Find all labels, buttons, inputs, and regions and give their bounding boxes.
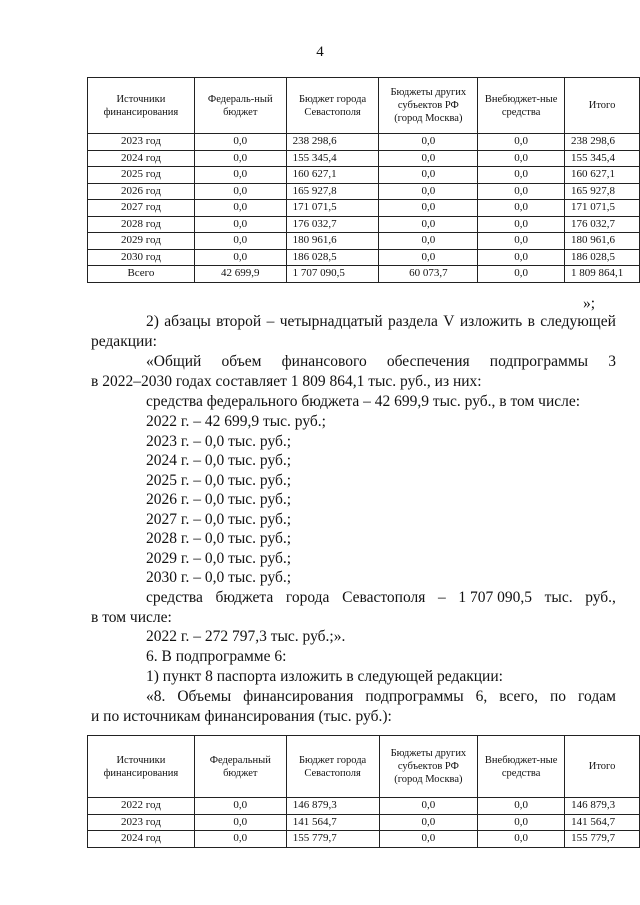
table-cell: 2024 год: [88, 831, 195, 848]
table-cell: 171 071,5: [286, 200, 379, 217]
year-line: 2030 г. – 0,0 тыс. руб.;: [146, 569, 292, 586]
table-cell: 0,0: [478, 798, 565, 815]
table-cell: 176 032,7: [286, 216, 379, 233]
table-cell: 0,0: [194, 150, 286, 167]
year-line: 2027 г. – 0,0 тыс. руб.;: [146, 510, 292, 528]
closing-quote: »;: [583, 295, 596, 312]
table-cell: 186 028,5: [565, 249, 640, 266]
table-cell: 0,0: [478, 183, 565, 200]
city-budget-line1: [146, 588, 616, 607]
table-cell: 165 927,8: [286, 183, 379, 200]
word: 2): [146, 313, 159, 330]
year-line: 2025 г. – 0,0 тыс. руб.;: [146, 471, 292, 489]
word: по: [550, 688, 567, 705]
table-cell: 0,0: [194, 814, 286, 831]
item-8-line1: [146, 687, 616, 706]
table-row: [88, 167, 640, 184]
word: подпрограммы: [365, 688, 464, 705]
table-cell: 2024 год: [88, 150, 195, 167]
table-cell: 2023 год: [88, 134, 195, 151]
word: обеспечения: [386, 353, 470, 370]
table-cell: 1 809 864,1: [565, 266, 640, 283]
word: –: [266, 313, 275, 330]
word: второй: [216, 313, 262, 330]
item-1-line: 1) пункт 8 паспорта изложить в следующей редакции:: [146, 668, 503, 685]
word: Севастополя: [342, 589, 426, 606]
table-cell: 0,0: [478, 831, 565, 848]
table-cell: 176 032,7: [565, 216, 640, 233]
table-cell: 0,0: [478, 233, 565, 250]
word: города: [285, 589, 330, 606]
federal-budget-line: средства федерального бюджета – 42 699,9 тыс. руб., в том числе:: [146, 393, 581, 410]
page-number: 4: [316, 44, 324, 60]
table-cell: 0,0: [478, 200, 565, 217]
financing-table-1: [87, 77, 640, 283]
table-cell: 0,0: [194, 233, 286, 250]
year-line: 2028 г. – 0,0 тыс. руб.;: [146, 530, 292, 547]
table-cell: 2028 год: [88, 216, 195, 233]
word: четырнадцатый: [279, 313, 383, 330]
header-extrabudget: Внебюджет-ные средства: [478, 78, 565, 134]
word: 3: [608, 353, 616, 370]
table-cell: 0,0: [379, 831, 478, 848]
word: финансирования: [243, 688, 354, 705]
table-cell: 0,0: [379, 216, 478, 233]
table-cell: 141 564,7: [565, 814, 640, 831]
table-row: [88, 216, 640, 233]
table-row: [88, 150, 640, 167]
table-cell: 2027 год: [88, 200, 195, 217]
table-cell: 1 707 090,5: [286, 266, 379, 283]
table-row: [88, 798, 640, 815]
header-other-subjects: Бюджеты других субъектов РФ (город Москва): [379, 736, 478, 798]
year-line: 2029 г. – 0,0 тыс. руб.;: [146, 549, 292, 567]
table-cell: 0,0: [478, 150, 565, 167]
table-cell: 0,0: [194, 134, 286, 151]
header-city: Бюджет города Севастополя: [286, 78, 379, 134]
table-2-body: [88, 798, 640, 848]
table-cell: 2023 год: [88, 814, 195, 831]
table-cell: 160 627,1: [286, 167, 379, 184]
table-cell: 155 779,7: [565, 831, 640, 848]
table-cell: 2030 год: [88, 249, 195, 266]
table-cell: 171 071,5: [565, 200, 640, 217]
city-2022-line: 2022 г. – 272 797,3 тыс. руб.;».: [146, 628, 346, 645]
table-row: [88, 266, 640, 283]
table-cell: 146 879,3: [565, 798, 640, 815]
word: руб.,: [585, 589, 616, 606]
table-row: [88, 814, 640, 831]
word: в: [527, 313, 535, 330]
table-cell: 0,0: [379, 249, 478, 266]
table-cell: 2025 год: [88, 167, 195, 184]
header-federal: Федераль-ный бюджет: [194, 78, 286, 134]
word: –: [438, 589, 446, 606]
header-other-subjects: Бюджеты других субъектов РФ (город Москва): [379, 78, 478, 134]
table-cell: 0,0: [379, 798, 478, 815]
table-cell: 155 345,4: [286, 150, 379, 167]
header-sources: Источники финансирования: [88, 78, 195, 134]
table-row: [88, 233, 640, 250]
table-cell: 60 073,7: [379, 266, 478, 283]
year-line: 2026 г. – 0,0 тыс. руб.;: [146, 491, 292, 508]
table-cell: 0,0: [379, 183, 478, 200]
table-cell: 180 961,6: [565, 233, 640, 250]
para-obshchiy-line2: в 2022–2030 годах составляет 1 809 864,1 тыс. руб., из них:: [91, 373, 482, 390]
table-row: [88, 831, 640, 848]
para-obshchiy-line1: [146, 352, 616, 371]
table-cell: 155 779,7: [286, 831, 379, 848]
table-cell: 0,0: [194, 183, 286, 200]
table-cell: 0,0: [478, 814, 565, 831]
table-cell: 0,0: [478, 134, 565, 151]
word: изложить: [459, 313, 523, 330]
table-cell: 0,0: [379, 200, 478, 217]
word: раздела: [388, 313, 438, 330]
table-cell: Всего: [88, 266, 195, 283]
table-cell: 0,0: [478, 266, 565, 283]
word: тыс.: [544, 589, 573, 606]
table-cell: 155 345,4: [565, 150, 640, 167]
word: подпрограммы: [489, 353, 589, 370]
header-total: Итого: [565, 736, 640, 798]
word: абзацы: [164, 313, 211, 330]
table-row: [88, 200, 640, 217]
word: 1 707 090,5: [458, 589, 532, 606]
item-8-line2: и по источникам финансирования (тыс. руб.):: [91, 708, 392, 725]
para-abzacy-line1: [146, 312, 616, 331]
table-1-body: [88, 134, 640, 283]
table-cell: 146 879,3: [286, 798, 379, 815]
word: Объемы: [177, 688, 232, 705]
word: V: [443, 313, 455, 330]
table-cell: 0,0: [379, 233, 478, 250]
word: годам: [578, 688, 616, 705]
table-cell: 0,0: [194, 249, 286, 266]
table-row: [88, 249, 640, 266]
table-cell: 0,0: [194, 167, 286, 184]
table-cell: 2026 год: [88, 183, 195, 200]
header-total: Итого: [565, 78, 640, 134]
table-cell: 0,0: [379, 134, 478, 151]
table-row: [88, 134, 640, 151]
word: следующей: [540, 313, 616, 330]
table-cell: 0,0: [194, 216, 286, 233]
year-line: 2023 г. – 0,0 тыс. руб.;: [146, 432, 292, 450]
para-abzacy-line2: редакции:: [91, 333, 157, 350]
word: объем: [221, 353, 262, 370]
table-cell: 186 028,5: [286, 249, 379, 266]
table-cell: 0,0: [194, 200, 286, 217]
table-cell: 0,0: [194, 831, 286, 848]
financing-table-2: [87, 735, 640, 848]
table-row: [88, 183, 640, 200]
word: всего,: [499, 688, 539, 705]
table-cell: 2029 год: [88, 233, 195, 250]
word: финансового: [281, 353, 367, 370]
table-cell: 0,0: [194, 798, 286, 815]
table-cell: 0,0: [478, 216, 565, 233]
year-line: 2024 г. – 0,0 тыс. руб.;: [146, 452, 292, 469]
table-cell: 0,0: [478, 167, 565, 184]
table-cell: 0,0: [379, 167, 478, 184]
section-6-heading: 6. В подпрограмме 6:: [146, 648, 287, 665]
table-cell: 141 564,7: [286, 814, 379, 831]
table-cell: 0,0: [379, 814, 478, 831]
table-cell: 0,0: [379, 150, 478, 167]
table-cell: 2022 год: [88, 798, 195, 815]
table-cell: 0,0: [478, 249, 565, 266]
header-extrabudget: Внебюджет-ные средства: [478, 736, 565, 798]
city-budget-line2: в том числе:: [91, 609, 172, 626]
table-cell: 160 627,1: [565, 167, 640, 184]
header-city: Бюджет города Севастополя: [286, 736, 379, 798]
table-cell: 180 961,6: [286, 233, 379, 250]
table-cell: 165 927,8: [565, 183, 640, 200]
word: «Общий: [146, 353, 202, 370]
header-sources: Источники финансирования: [88, 736, 195, 798]
word: 6,: [475, 688, 488, 705]
word: «8.: [146, 688, 166, 705]
word: средства: [146, 589, 203, 606]
word: бюджета: [215, 589, 274, 606]
table-cell: 238 298,6: [565, 134, 640, 151]
year-line: 2022 г. – 42 699,9 тыс. руб.;: [146, 413, 326, 430]
header-federal: Федеральный бюджет: [194, 736, 286, 798]
table-cell: 238 298,6: [286, 134, 379, 151]
table-cell: 42 699,9: [194, 266, 286, 283]
